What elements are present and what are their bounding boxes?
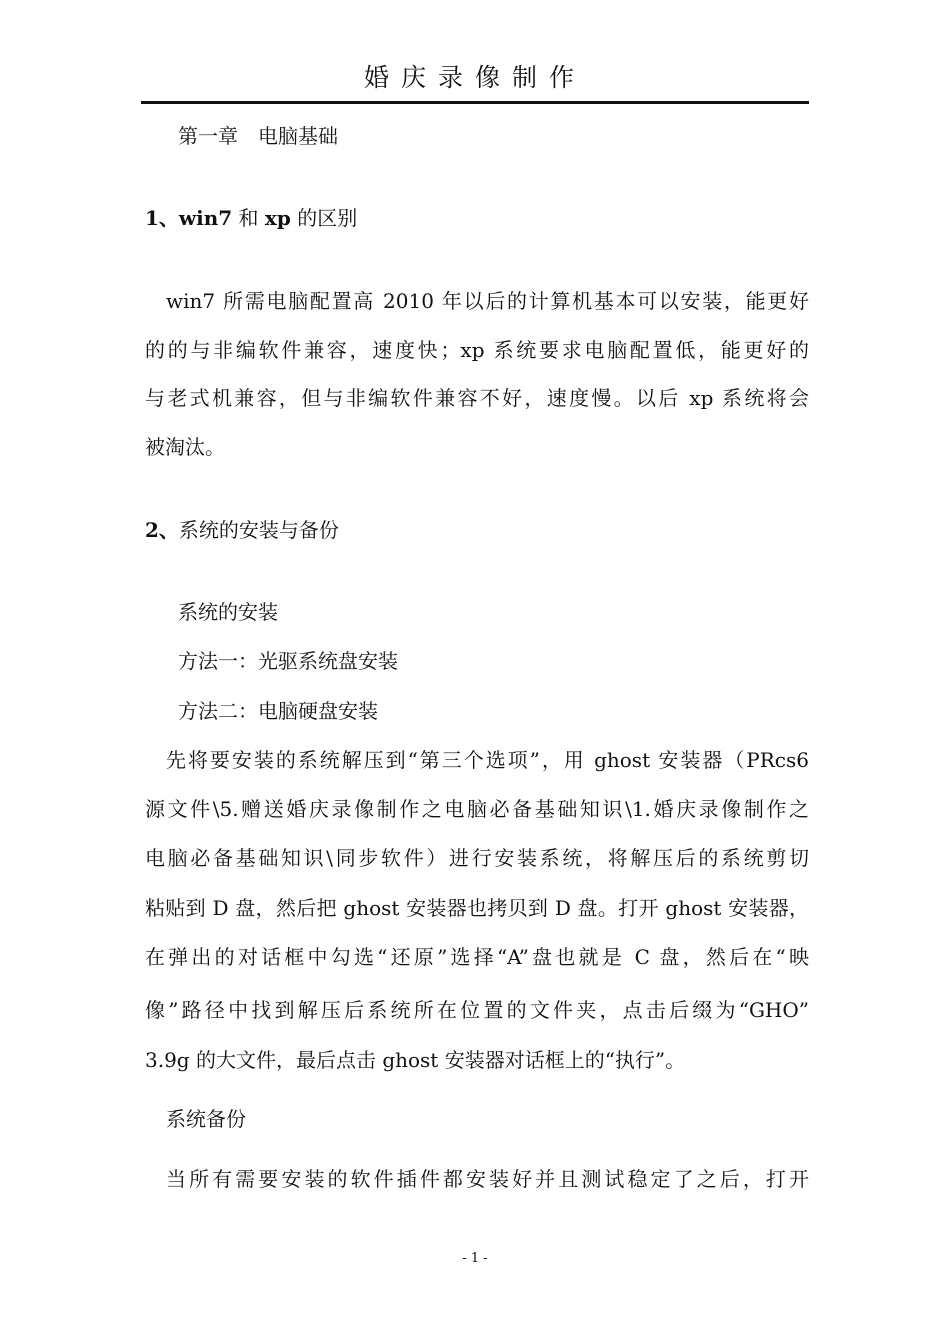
section-1-paragraph-line: 的的与非编软件兼容，速度快；xp 系统要求电脑配置低，能更好的 [145, 338, 809, 362]
install-paragraph-line: 电脑必备基础知识\同步软件）进行安装系统，将解压后的系统剪切 [145, 846, 809, 870]
section-1-paragraph-line: 被淘汰。 [145, 435, 225, 459]
backup-subheading: 系统备份 [166, 1107, 246, 1131]
running-header-title: 婚庆录像制作 [363, 63, 586, 92]
install-method-2: 方法二：电脑硬盘安装 [178, 699, 378, 723]
chapter-title: 第一章 电脑基础 [178, 124, 338, 148]
section-1-heading [145, 203, 809, 233]
install-paragraph-line: 粘贴到 D 盘，然后把 ghost 安装器也拷贝到 D 盘。打开 ghost 安装器， [145, 896, 809, 920]
section-1-heading-mid: 和 [232, 206, 265, 230]
install-paragraph-line: 在弹出的对话框中勾选“还原”选择“A”盘也就是 C 盘，然后在“映 [145, 945, 809, 969]
install-paragraph-line: 3.9g 的大文件，最后点击 ghost 安装器对话框上的“执行”。 [145, 1048, 686, 1072]
section-1-heading-part-xp: xp [264, 206, 291, 230]
section-2-number: 2、 [145, 518, 179, 542]
section-1-paragraph-line: 与老式机兼容，但与非编软件兼容不好，速度慢。以后 xp 系统将会 [145, 386, 809, 410]
install-paragraph-line: 先将要安装的系统解压到“第三个选项”，用 ghost 安装器（PRcs6 [166, 748, 809, 772]
section-2-heading-text: 系统的安装与备份 [178, 518, 339, 542]
section-2-heading [145, 515, 809, 545]
install-paragraph-line: 源文件\5.赠送婚庆录像制作之电脑必备基础知识\1.婚庆录像制作之 [145, 797, 809, 821]
install-method-1: 方法一：光驱系统盘安装 [178, 649, 398, 673]
section-1-number: 1、 [145, 206, 179, 230]
section-1-paragraph-line: win7 所需电脑配置高 2010 年以后的计算机基本可以安装，能更好 [166, 289, 809, 313]
backup-paragraph-line: 当所有需要安装的软件插件都安装好并且测试稳定了之后，打开 [166, 1167, 809, 1191]
page-number: - 1 - [462, 1251, 488, 1266]
header-rule [141, 101, 809, 104]
install-subheading: 系统的安装 [178, 600, 278, 624]
section-1-heading-end: 的区别 [290, 206, 358, 230]
section-1-heading-part-win7: win7 [178, 206, 233, 230]
install-paragraph-line: 像”路径中找到解压后系统所在位置的文件夹，点击后缀为“GHO” [145, 998, 809, 1022]
